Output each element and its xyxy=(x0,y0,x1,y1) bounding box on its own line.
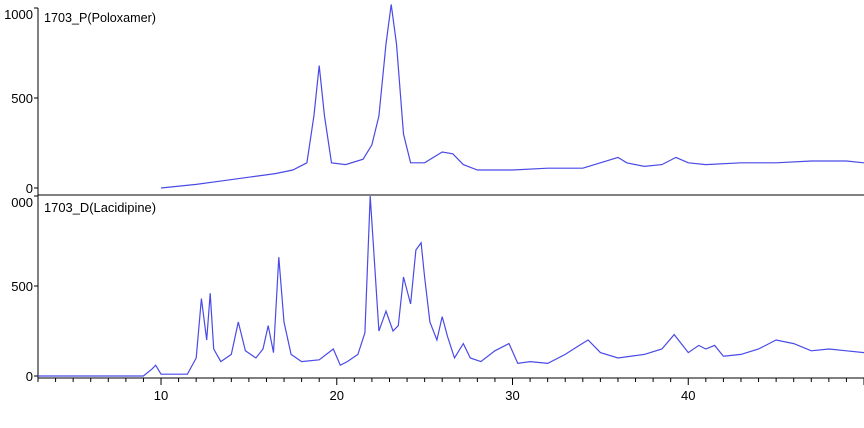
top-series-line xyxy=(161,4,864,188)
x-tick-label: 40 xyxy=(681,388,696,403)
panel-bottom xyxy=(11,195,864,403)
bottom-panel-title: 1703_D(Lacidipine) xyxy=(44,200,156,215)
top-ytick-label: 0 xyxy=(25,181,33,196)
panel-top xyxy=(4,4,864,196)
bottom-ytick-label: 0 xyxy=(25,369,33,384)
top-ytick-label: 1000 xyxy=(4,7,33,22)
bottom-ytick-label: 500 xyxy=(11,279,33,294)
top-ytick-label: 500 xyxy=(11,91,33,106)
x-tick-label: 20 xyxy=(329,388,345,403)
bottom-series-line xyxy=(38,196,864,376)
x-tick-label: 10 xyxy=(153,388,169,403)
top-panel-title: 1703_P(Poloxamer) xyxy=(44,10,156,25)
x-tick-label: 30 xyxy=(505,388,520,403)
bottom-ytick-label: 000 xyxy=(11,195,33,210)
